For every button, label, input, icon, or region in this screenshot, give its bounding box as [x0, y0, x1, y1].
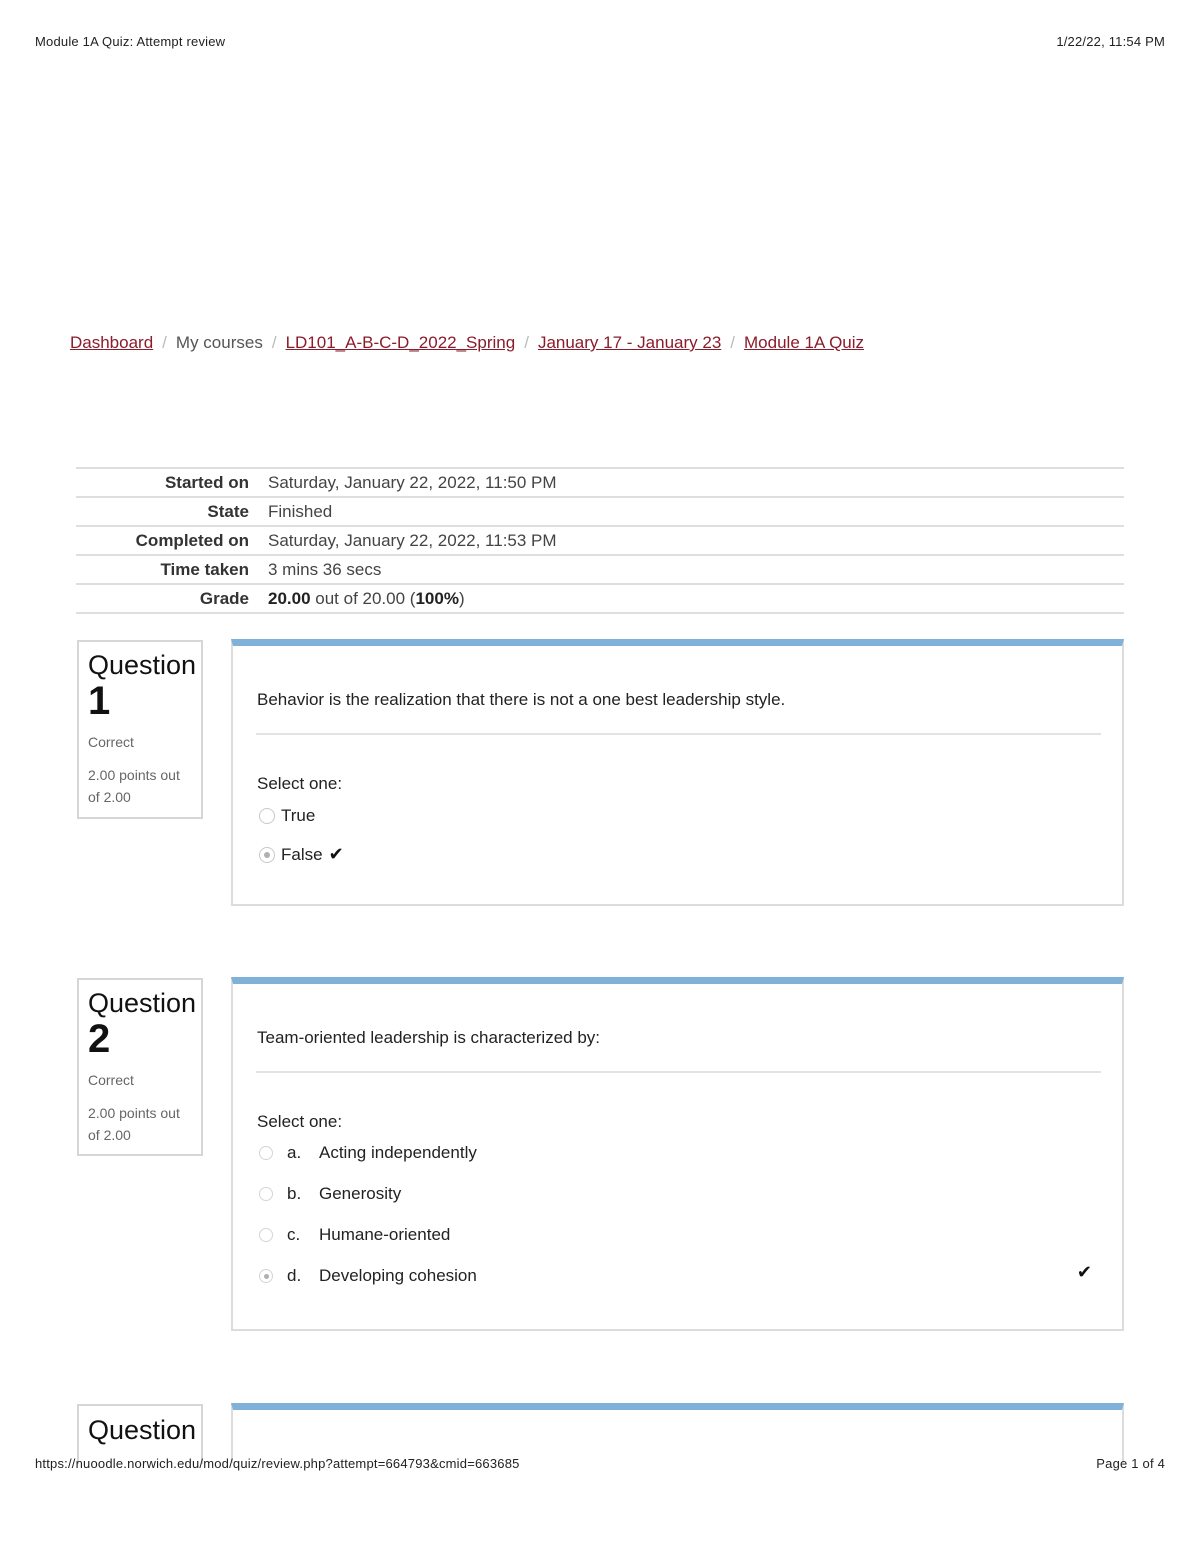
- question-text: Team-oriented leadership is characterized by:: [257, 1028, 601, 1047]
- grade-value: [268, 584, 1124, 613]
- question-2-content: [231, 977, 1124, 1331]
- option-letter: b.: [287, 1184, 302, 1203]
- grade-label: Grade: [76, 584, 268, 613]
- print-url: https://nuoodle.norwich.edu/mod/quiz/review.php?attempt=664793&cmid=663685: [35, 1456, 520, 1471]
- print-footer: [35, 1456, 1165, 1471]
- check-icon: ✔: [1076, 1262, 1092, 1282]
- summary-row-grade: [76, 584, 1124, 613]
- started-label: Started on: [76, 468, 268, 497]
- radio-icon[interactable]: [259, 1187, 273, 1201]
- question-1-info: [77, 640, 203, 819]
- answer-label: Generosity: [319, 1184, 402, 1203]
- breadcrumb-course[interactable]: LD101_A-B-C-D_2022_Spring: [285, 333, 516, 352]
- option-letter: a.: [287, 1143, 302, 1162]
- breadcrumb-dashboard[interactable]: Dashboard: [70, 333, 154, 352]
- print-datetime: 1/22/22, 11:54 PM: [1056, 34, 1165, 49]
- answer-option-b[interactable]: [259, 1184, 401, 1204]
- question-word: Question: [88, 650, 197, 680]
- radio-icon[interactable]: [259, 1146, 273, 1160]
- question-2-info: [77, 978, 203, 1156]
- radio-icon[interactable]: [259, 847, 275, 863]
- question-grade: 2.00 points out of 2.00: [88, 767, 180, 805]
- radio-icon[interactable]: [259, 808, 275, 824]
- breadcrumb-separator: /: [271, 333, 277, 352]
- summary-row-state: [76, 497, 1124, 526]
- question-word: Question: [88, 1415, 197, 1445]
- grade-out-of: out of 20.00 (: [310, 588, 416, 608]
- question-divider: [256, 733, 1101, 735]
- select-one-prompt: Select one:: [257, 1112, 343, 1131]
- question-3-info: [77, 1404, 203, 1464]
- time-label: Time taken: [76, 555, 268, 584]
- summary-row-completed: [76, 526, 1124, 555]
- breadcrumb-separator: /: [524, 333, 529, 352]
- attempt-summary-table: [76, 467, 1124, 614]
- summary-row-started: [76, 468, 1124, 497]
- grade-percent: 100%: [415, 588, 459, 608]
- question-state: Correct: [88, 1072, 134, 1088]
- radio-icon[interactable]: [259, 1269, 273, 1283]
- breadcrumb: [70, 333, 864, 353]
- answer-option-false[interactable]: [259, 844, 344, 865]
- question-number: 2: [88, 1017, 111, 1061]
- answer-label: False: [281, 844, 323, 864]
- question-3-partial: [0, 1400, 1200, 1445]
- question-state: Correct: [88, 734, 134, 750]
- print-header: [35, 34, 1165, 49]
- question-word: Question: [88, 988, 197, 1018]
- option-letter: c.: [287, 1225, 301, 1244]
- answer-option-d[interactable]: [259, 1266, 477, 1286]
- breadcrumb-quiz[interactable]: Module 1A Quiz: [744, 333, 865, 352]
- answer-label: Acting independently: [319, 1143, 477, 1162]
- state-value: Finished: [268, 497, 1124, 526]
- answer-label: True: [281, 806, 316, 825]
- state-label: State: [76, 497, 268, 526]
- started-value: Saturday, January 22, 2022, 11:50 PM: [268, 468, 1124, 497]
- select-one-prompt: Select one:: [257, 774, 343, 793]
- question-3-content: [231, 1403, 1124, 1463]
- question-text: Behavior is the realization that there is not a one best leadership style.: [257, 690, 786, 709]
- summary-row-time: [76, 555, 1124, 584]
- question-divider: [256, 1071, 1101, 1073]
- grade-close: ): [458, 588, 465, 608]
- breadcrumb-separator: /: [730, 333, 736, 352]
- completed-value: Saturday, January 22, 2022, 11:53 PM: [268, 526, 1124, 555]
- question-grade: 2.00 points out of 2.00: [88, 1105, 180, 1143]
- breadcrumb-week[interactable]: January 17 - January 23: [537, 333, 722, 352]
- print-page-number: Page 1 of 4: [1096, 1456, 1165, 1471]
- grade-score: 20.00: [268, 588, 311, 608]
- question-number: 1: [88, 679, 111, 723]
- answer-option-true[interactable]: [259, 806, 315, 826]
- check-icon: ✔: [328, 844, 344, 864]
- answer-label: Humane-oriented: [319, 1225, 451, 1244]
- radio-icon[interactable]: [259, 1228, 273, 1242]
- breadcrumb-my-courses: My courses: [175, 333, 263, 352]
- question-1-content: [231, 639, 1124, 906]
- answer-label: Developing cohesion: [319, 1266, 477, 1285]
- print-title: Module 1A Quiz: Attempt review: [35, 34, 226, 49]
- completed-label: Completed on: [76, 526, 268, 555]
- answer-option-c[interactable]: [259, 1225, 450, 1245]
- option-letter: d.: [287, 1266, 302, 1285]
- time-value: 3 mins 36 secs: [268, 555, 1124, 584]
- breadcrumb-separator: /: [162, 333, 167, 352]
- answer-option-a[interactable]: [259, 1143, 477, 1163]
